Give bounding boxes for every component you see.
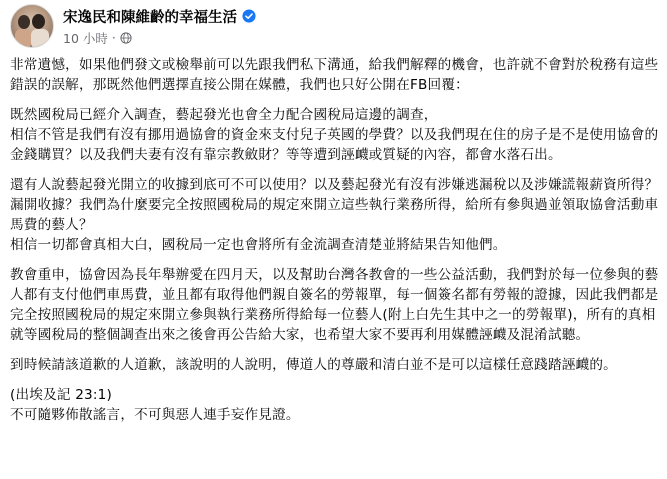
separator-dot: ·: [111, 30, 116, 45]
verified-badge-icon: [242, 9, 256, 23]
post-paragraph: 還有人說藝起發光開立的收據到底可不可以使用？以及藝起發光有沒有涉嫌逃漏稅以及涉嫌謊報薪資所得？漏開收據？我們為什麼要完全按照國稅局的規定來開立這些執行業務所得，給所有參與過並領取協會活動車馬費的藝人？: [10, 177, 659, 233]
author-name[interactable]: 宋逸民和陳維齡的幸福生活: [63, 9, 237, 26]
globe-icon[interactable]: [120, 32, 132, 44]
timestamp-row: [63, 29, 256, 47]
post-paragraph: 相信不管是我們有沒有挪用過協會的資金來支付兒子英國的學費？以及我們現在住的房子是不是使用協會的金錢購買？以及我們夫妻有沒有靠宗教斂財？等等遭到誣衊或質疑的內容，都會水落石出。: [10, 127, 659, 163]
scripture-quote: 不可隨夥佈散謠言，不可與惡人連手妄作見證。: [10, 407, 300, 423]
post-header: [10, 4, 256, 48]
post-body: [10, 55, 660, 425]
post-paragraph: 非常遺憾，如果他們發文或檢舉前可以先跟我們私下溝通，給我們解釋的機會，也許就不會對於稅務有這些錯誤的誤解，那既然他們選擇直接公開在媒體，我們也只好公開在FB回覆：: [10, 57, 659, 93]
post-timestamp[interactable]: 10 小時: [63, 30, 108, 46]
author-row: [63, 6, 256, 27]
post-paragraph: 既然國稅局已經介入調查，藝起發光也會全力配合國稅局這邊的調查，: [10, 107, 438, 123]
scripture-reference: (出埃及記 23:1): [10, 387, 113, 403]
post-paragraph: 教會重申，協會因為長年舉辦愛在四月天，以及幫助台灣各教會的一些公益活動，我們對於每一位參與的藝人都有支付他們車馬費，並且都有取得他們親自簽名的勞報單，每一個簽名都有勞報的證據，因此我們都是完全按照國稅局的規定來開立參與執行業務所得給每一位藝人(附上白先生其中之一的勞報單)，所有的真相就等國稅局的整個調查出來之後會再公告給大家，也希望大家不要再利用媒體誣衊及混淆試聽。: [10, 267, 659, 343]
avatar[interactable]: [10, 4, 54, 48]
post-paragraph: 到時候請該道歉的人道歉，該說明的人說明，傳道人的尊嚴和清白並不是可以這樣任意踐踏誣衊的。: [10, 357, 617, 373]
post-meta: [63, 6, 256, 47]
post-paragraph: 相信一切都會真相大白，國稅局一定也會將所有金流調查清楚並將結果告知他們。: [10, 237, 507, 253]
